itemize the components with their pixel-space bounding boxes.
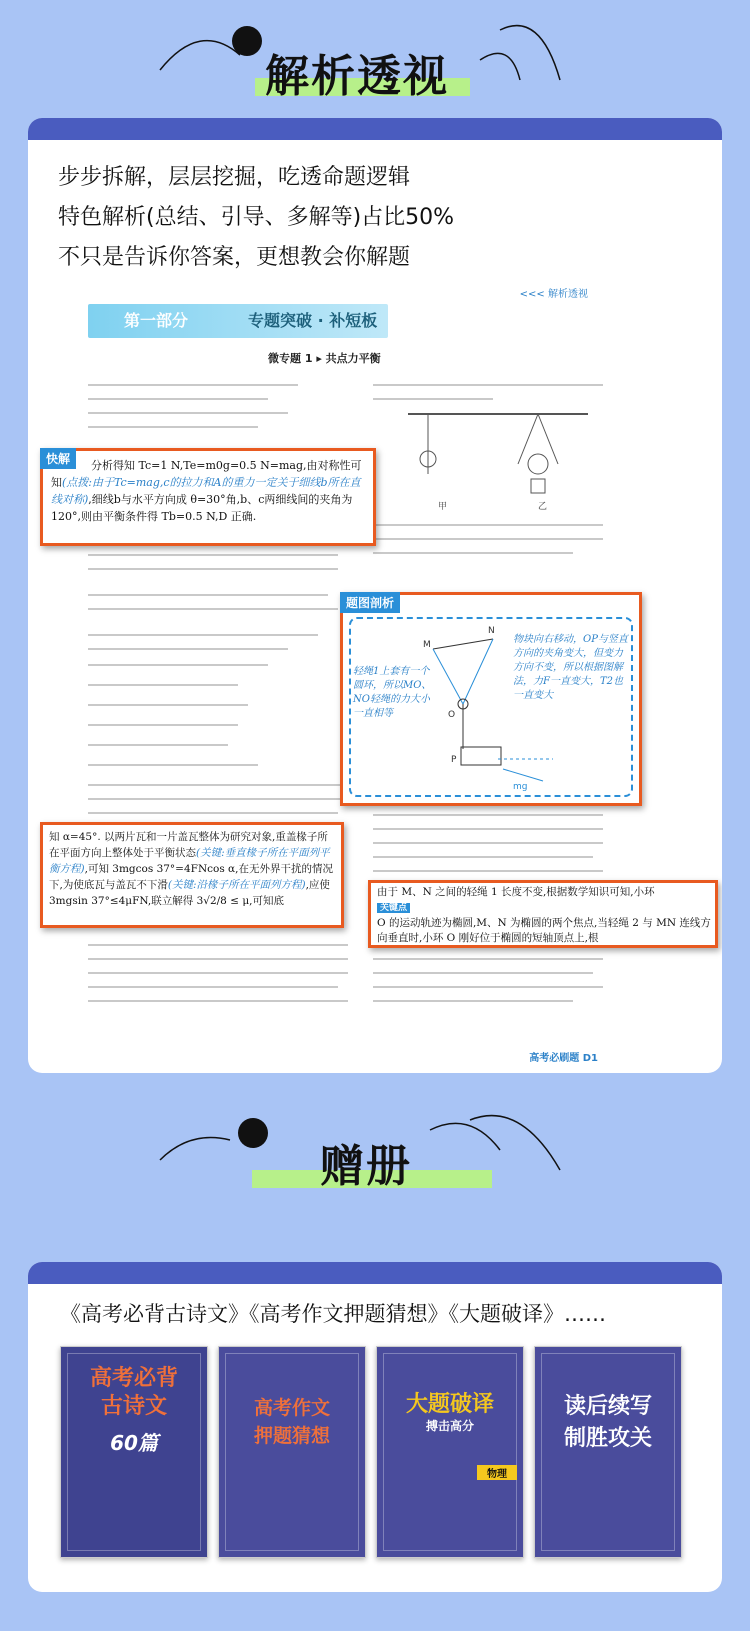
key-point-tag: 关键点 xyxy=(377,903,410,913)
section-title-analysis: 解析透视 xyxy=(265,51,449,102)
tiles-hint-1: (关键:垂直椽子所在平面列平衡方程) xyxy=(49,847,330,875)
pulley-diagram xyxy=(388,404,608,514)
text-line xyxy=(88,798,348,800)
text-line xyxy=(88,704,248,706)
text-line xyxy=(373,986,603,988)
tiles-body-3: ,应使 3mgsin 37°≤4μFN,联立解得 3√2/8 ≤ μ,可知底 xyxy=(49,879,330,907)
text-line xyxy=(88,986,338,988)
book-cover-essay xyxy=(218,1346,366,1558)
key-point-body-2: O 的运动轨迹为椭圆,M、N 为椭圆的两个焦点,当轻绳 2 与 MN 连线方向垂直时,小环 O 刚好位于椭圆的短轴顶点上,根 xyxy=(377,917,711,944)
tiles-text xyxy=(49,829,337,909)
book-title-1: 大题破译 xyxy=(405,1392,494,1417)
lightbulb-icon xyxy=(238,1118,268,1148)
text-line xyxy=(373,828,603,830)
book-list xyxy=(60,1346,700,1566)
text-line xyxy=(88,608,338,610)
text-line xyxy=(88,664,268,666)
quick-solution-body: 分析得知 Tc=1 N,Te=m0g=0.5 N=mag,由对称性可知 xyxy=(51,459,362,489)
svg-text:M: M xyxy=(423,640,431,650)
gift-books-line: 《高考必背古诗文》《高考作文押题猜想》《大题破译》…… xyxy=(60,1302,606,1326)
text-line xyxy=(88,568,338,570)
svg-text:mg: mg xyxy=(513,782,528,792)
text-line xyxy=(373,842,603,844)
text-line xyxy=(88,812,338,814)
text-line xyxy=(88,684,238,686)
book-title-2: 押题猜想 xyxy=(253,1425,330,1447)
quick-solution-hint: (点拨:由于Tc=mag,c的拉力和A的重力一定关于细线b所在直线对称) xyxy=(51,476,361,506)
key-point-text xyxy=(377,885,711,946)
text-line xyxy=(88,634,318,636)
book-subject: 物理 xyxy=(477,1465,517,1480)
text-line xyxy=(88,784,348,786)
book-title-2: 搏击高分 xyxy=(425,1419,474,1433)
card-header-bar xyxy=(28,118,722,140)
text-line xyxy=(373,552,573,554)
text-line xyxy=(373,1000,573,1002)
svg-text:O: O xyxy=(448,710,456,720)
text-line xyxy=(88,412,288,414)
text-line xyxy=(373,972,593,974)
diagram-analysis-box xyxy=(340,592,642,806)
intro-line-3: 不只是告诉你答案，更想教会你解题 xyxy=(58,245,411,270)
book-title-1: 高考必背 xyxy=(89,1366,178,1391)
book-cover-poetry xyxy=(60,1346,208,1558)
diagram-note-left: 轻绳1上套有一个圆环，所以MO、NO轻绳的力大小一直相等 xyxy=(353,666,432,719)
text-line xyxy=(88,1000,348,1002)
part-label: 第一部分 xyxy=(124,311,189,330)
section-label: 专题突破 · 补短板 xyxy=(248,311,378,330)
book-cover-continuation xyxy=(534,1346,682,1558)
book-frame xyxy=(541,1353,675,1551)
tiles-body-2: ,可知 3mgcos 37°=4FNcos α,在无外界干扰的情况下,为使底瓦与盖瓦不下滑 xyxy=(49,863,333,891)
text-line xyxy=(373,870,603,872)
diagram-analysis-tag: 题图剖析 xyxy=(340,592,400,613)
tiles-body-1: 知 α=45°. 以两片瓦和一片盖瓦整体为研究对象,重盖椽子所在平面方向上整体处于平衡状态 xyxy=(49,831,328,859)
text-line xyxy=(88,594,328,596)
gift-card xyxy=(28,1262,722,1592)
text-line xyxy=(88,384,298,386)
text-line xyxy=(373,538,603,540)
corner-label: <<< 解析透视 xyxy=(519,289,588,300)
key-point-box xyxy=(368,880,718,948)
book-title-2: 制胜攻关 xyxy=(563,1426,652,1451)
svg-text:甲: 甲 xyxy=(438,502,448,512)
text-line xyxy=(88,972,348,974)
text-line xyxy=(88,744,228,746)
topic-label: 微专题 1 ▸ 共点力平衡 xyxy=(268,352,381,365)
text-line xyxy=(88,944,348,946)
book-frame xyxy=(383,1353,517,1551)
text-line xyxy=(88,764,258,766)
text-line xyxy=(373,856,593,858)
intro-line-1: 步步拆解，层层挖掘，吃透命题逻辑 xyxy=(58,165,411,190)
text-line xyxy=(88,554,338,556)
svg-text:乙: 乙 xyxy=(538,502,548,512)
lightbulb-icon xyxy=(232,26,262,56)
book-title-1: 高考作文 xyxy=(253,1397,330,1419)
page-footer: 高考必刷题 D1 xyxy=(529,1053,598,1064)
diagram-note-right: 物块向右移动，OP与竖直方向的夹角变大，但变力方向不变，所以根据图解法，力F一直变大，T2也一直变大 xyxy=(513,634,628,701)
quick-solution-box xyxy=(40,448,376,546)
svg-text:N: N xyxy=(488,626,495,636)
part-banner xyxy=(88,304,388,338)
svg-text:P: P xyxy=(451,755,457,765)
text-line xyxy=(373,958,603,960)
text-line xyxy=(88,724,238,726)
book-title-2: 古诗文 xyxy=(100,1394,167,1419)
intro-line-2: 特色解析(总结、引导、多解等)占比50% xyxy=(58,205,455,230)
quick-solution-text xyxy=(51,457,369,525)
text-line xyxy=(373,814,603,816)
text-line xyxy=(88,398,268,400)
card-header-bar xyxy=(28,1262,722,1284)
text-line xyxy=(373,524,603,526)
text-line xyxy=(88,426,258,428)
quick-solution-body-2: ,细线b与水平方向成 θ=30°角,b、c两细线间的夹角为 120°,则由平衡条件得 Tb=0.5 N,D 正确. xyxy=(51,493,353,523)
analysis-box-tiles xyxy=(40,822,344,928)
text-line xyxy=(88,648,288,650)
book-cover-physics xyxy=(376,1346,524,1558)
text-line xyxy=(373,384,603,386)
book-frame xyxy=(225,1353,359,1551)
book-count: 60篇 xyxy=(110,1431,158,1455)
section-title-gift: 赠册 xyxy=(320,1141,412,1192)
book-title-1: 读后续写 xyxy=(563,1394,652,1419)
key-point-body-1: 由于 M、N 之间的轻绳 1 长度不变,根据数学知识可知,小环 xyxy=(377,886,655,898)
quick-solution-tag: 快解 xyxy=(40,448,76,469)
tiles-hint-2: (关键:沿椽子所在平面列方程) xyxy=(167,879,306,891)
analysis-card xyxy=(28,118,722,1073)
text-line xyxy=(88,958,348,960)
text-line xyxy=(373,398,493,400)
